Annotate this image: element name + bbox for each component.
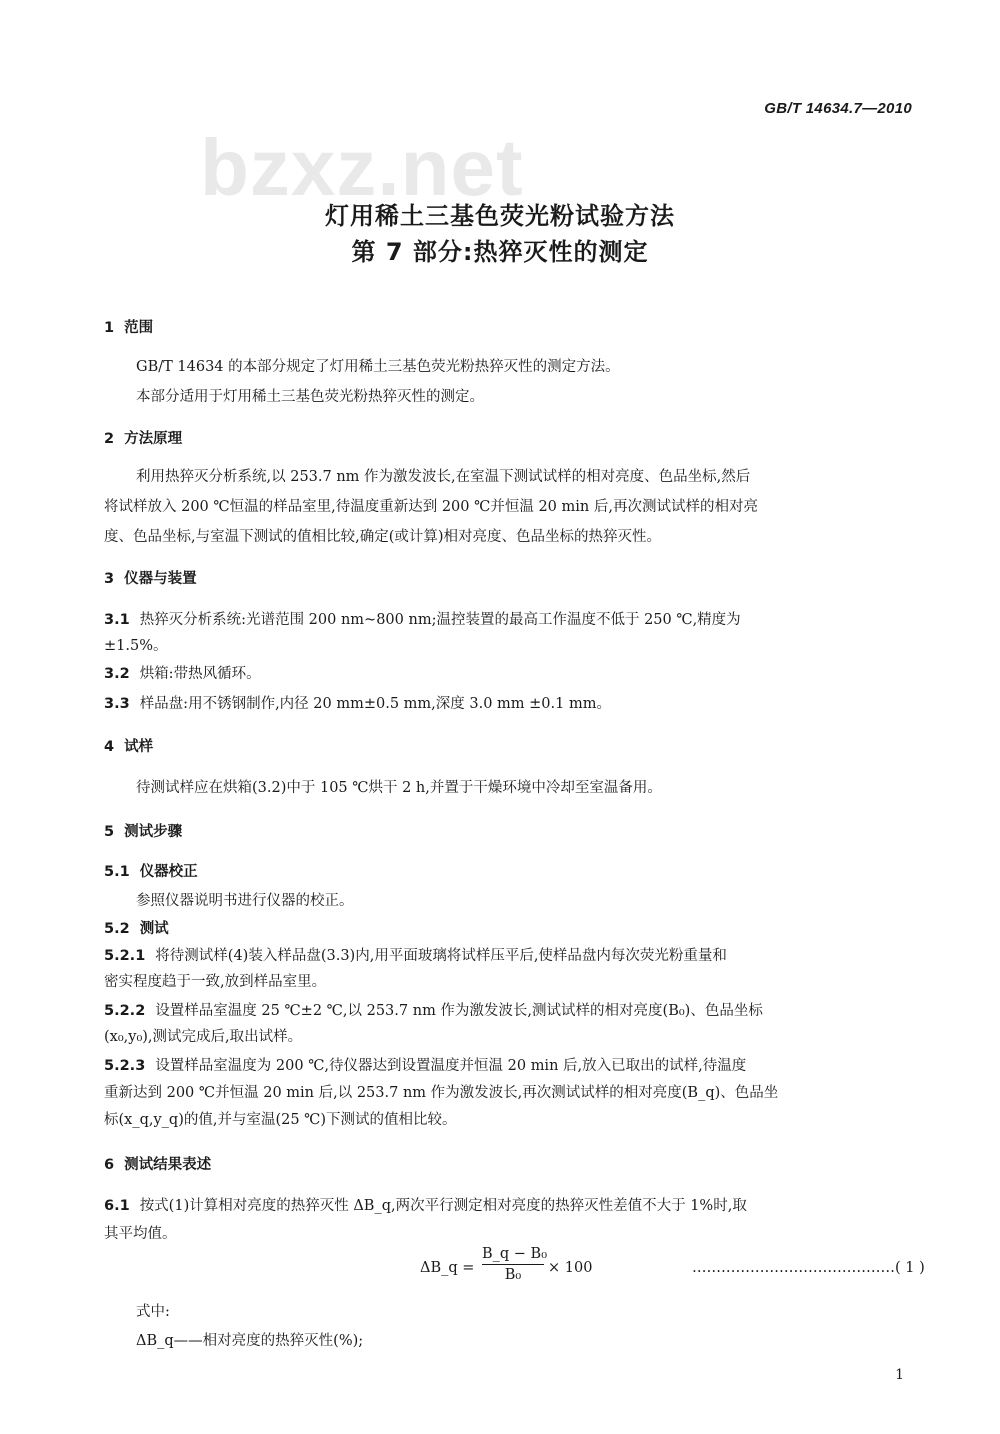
formula-denominator: B₀ [504,1267,522,1283]
paragraph-line: 标(x_q,y_q)的值,并与室温(25 ℃)下测试的值相比较。 [104,1112,457,1128]
section-number: 6 [104,1157,115,1173]
document-subtitle: 第 7 部分:热猝灭性的测定 [351,238,649,266]
section-title: 测试步骤 [124,824,183,840]
paragraph-line: 重新达到 200 ℃并恒温 20 min 后,以 253.7 nm 作为激发波长,再次测试试样的相对亮度(B_q)、色品坐 [104,1085,779,1101]
clause-number: 6.1 [104,1198,130,1214]
clause-number: 5.2.1 [104,948,146,964]
clause-5-2-3 [104,1056,746,1076]
section-title: 试样 [124,739,154,755]
section-5-heading [104,822,182,842]
paragraph-line: 度、色品坐标,与室温下测试的值相比较,确定(或计算)相对亮度、色品坐标的热猝灭性。 [104,529,662,545]
formula-lhs: ΔB_q = [420,1260,475,1276]
clause-text: 设置样品室温度 25 ℃±2 ℃,以 253.7 nm 作为激发波长,测试试样的相对亮度(B₀)、色品坐标 [155,1003,763,1019]
section-title: 方法原理 [124,431,183,447]
paragraph-line: (x₀,y₀),测试完成后,取出试样。 [104,1029,303,1045]
clause-number: 3.1 [104,612,130,628]
page-number: 1 [895,1367,904,1383]
clause-3-3 [104,694,611,714]
equation-number: ……………………………………( 1 ) [692,1260,925,1276]
section-title: 范围 [124,320,154,336]
clause-text: 烘箱:带热风循环。 [139,666,261,682]
clause-text: 热猝灭分析系统:光谱范围 200 nm~800 nm;温控装置的最高工作温度不低于 250 ℃,精度为 [139,612,741,628]
clause-text: 样品盘:用不锈钢制作,内径 20 mm±0.5 mm,深度 3.0 mm ±0.1 mm。 [139,696,611,712]
section-title: 测试结果表述 [124,1157,212,1173]
subsection-5-2-heading [104,919,169,939]
section-number: 4 [104,739,115,755]
formula-numerator: B_q − B₀ [482,1246,544,1265]
section-number: 2 [104,431,115,447]
symbol-definition: ΔB_q——相对亮度的热猝灭性(%); [136,1333,364,1349]
section-number: 5 [104,824,115,840]
clause-number: 5.2.2 [104,1003,146,1019]
standard-code: GB/T 14634.7—2010 [764,100,912,117]
section-4-heading [104,737,153,757]
clause-5-2-1 [104,946,727,966]
section-1-heading [104,318,153,338]
section-number: 5.1 [104,864,130,880]
clause-6-1 [104,1196,747,1216]
clause-3-1 [104,610,741,630]
clause-number: 5.2.3 [104,1058,146,1074]
section-title: 测试 [139,921,169,937]
paragraph: 待测试样应在烘箱(3.2)中于 105 ℃烘干 2 h,并置于干燥环境中冷却至室温备用。 [136,780,662,796]
formula-fraction [482,1246,548,1283]
clause-text: 按式(1)计算相对亮度的热猝灭性 ΔB_q,两次平行测定相对亮度的热猝灭性差值不大于 1%时,取 [139,1198,747,1214]
paragraph-line: 密实程度趋于一致,放到样品室里。 [104,974,327,990]
paragraph-line: 将试样放入 200 ℃恒温的样品室里,待温度重新达到 200 ℃并恒温 20 min 后,再次测试试样的相对亮 [104,499,758,515]
clause-5-2-2 [104,1001,763,1021]
section-title: 仪器与装置 [124,571,197,587]
watermark: bzxz.net [200,123,524,212]
where-label: 式中: [136,1304,170,1320]
paragraph: GB/T 14634 的本部分规定了灯用稀土三基色荧光粉热猝灭性的测定方法。 [136,359,620,375]
section-3-heading [104,569,197,589]
section-title: 仪器校正 [139,864,198,880]
clause-text: 将待测试样(4)装入样品盘(3.3)内,用平面玻璃将试样压平后,使样品盘内每次荧光粉重量和 [155,948,727,964]
clause-3-2 [104,664,261,684]
formula-rhs: × 100 [548,1260,593,1276]
paragraph: 本部分适用于灯用稀土三基色荧光粉热猝灭性的测定。 [136,389,484,405]
paragraph-line: ±1.5%。 [104,638,168,654]
paragraph: 参照仪器说明书进行仪器的校正。 [136,893,354,909]
section-number: 3 [104,571,115,587]
document-title: 灯用稀土三基色荧光粉试验方法 [325,202,675,230]
clause-number: 3.3 [104,696,130,712]
clause-text: 设置样品室温度为 200 ℃,待仪器达到设置温度并恒温 20 min 后,放入已取出的试样,待温度 [155,1058,747,1074]
subsection-5-1-heading [104,862,198,882]
section-6-heading [104,1155,211,1175]
section-2-heading [104,429,182,449]
paragraph-line: 利用热猝灭分析系统,以 253.7 nm 作为激发波长,在室温下测试试样的相对亮度、色品坐标,然后 [136,469,751,485]
clause-number: 3.2 [104,666,130,682]
section-number: 5.2 [104,921,130,937]
section-number: 1 [104,320,115,336]
paragraph-line: 其平均值。 [104,1226,177,1242]
